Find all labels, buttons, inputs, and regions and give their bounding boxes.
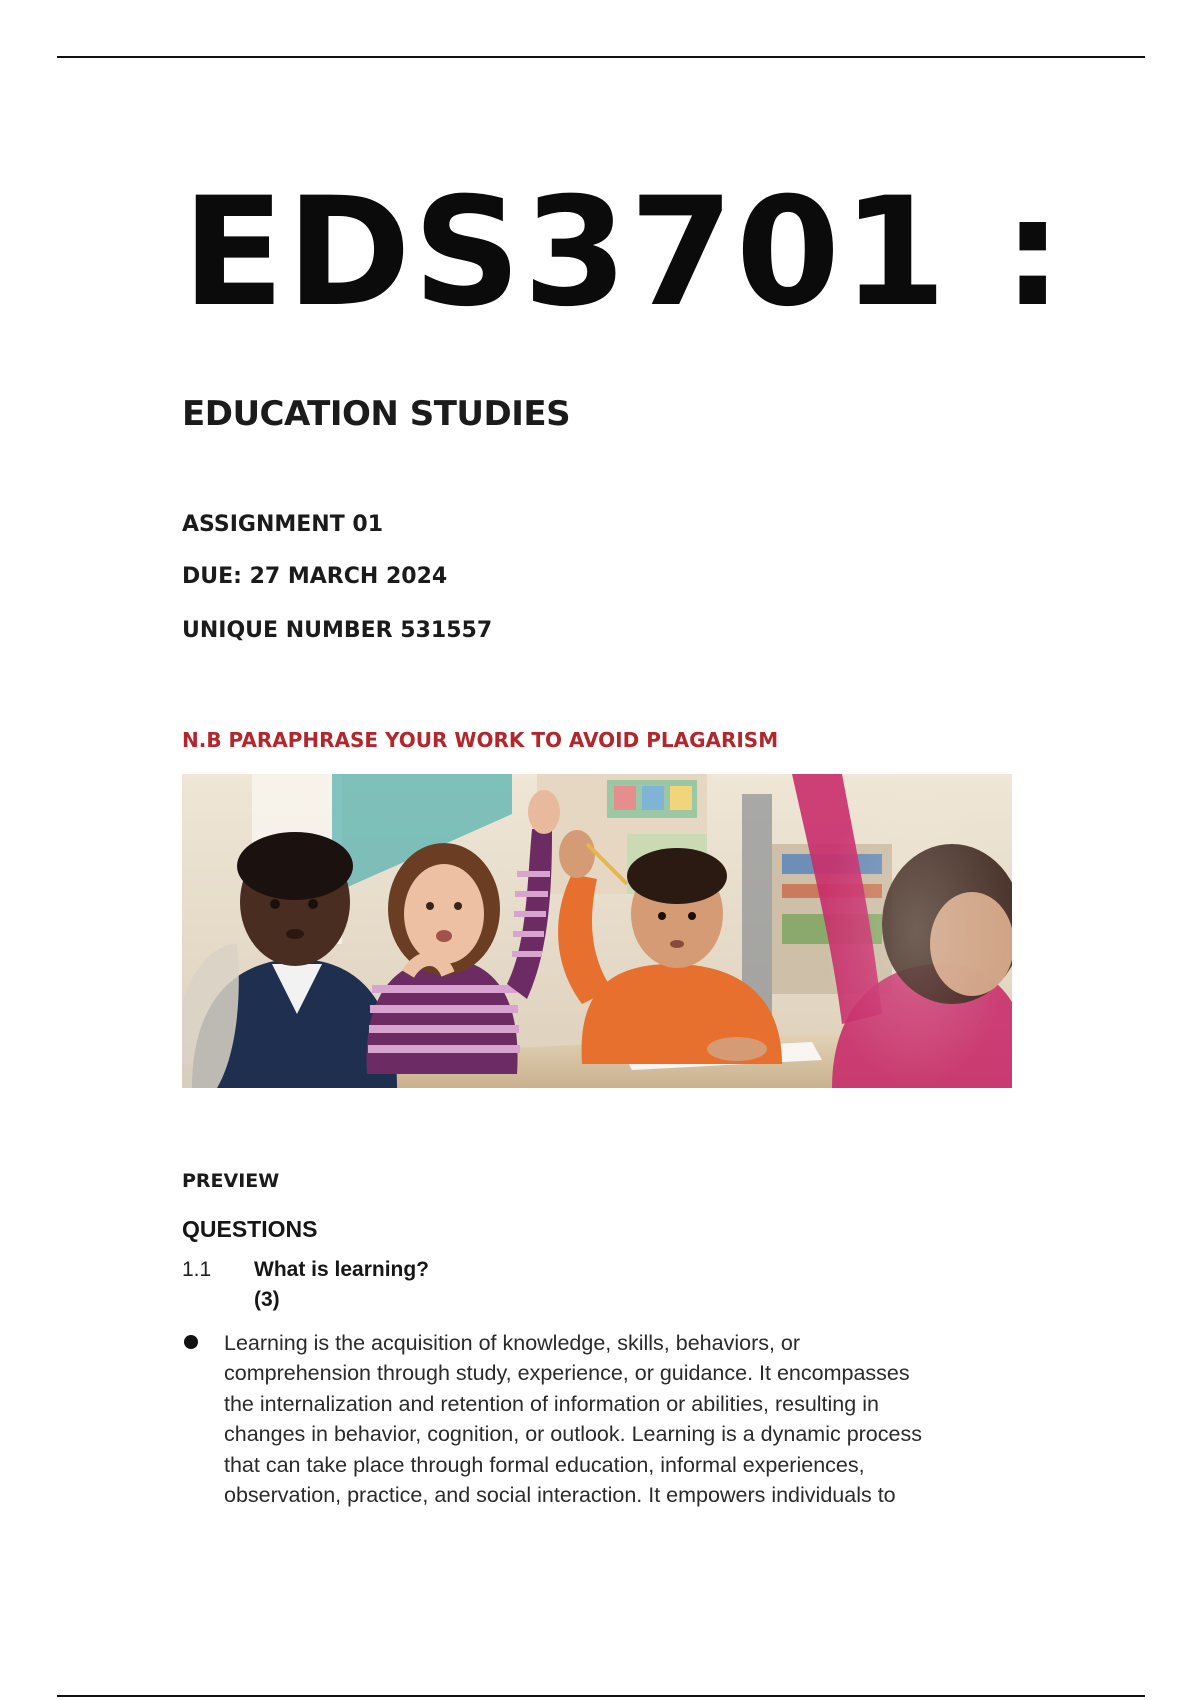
answer-text: Learning is the acquisition of knowledge, skills, behaviors, or comprehension through study, experience, or guidance. It encompasses the internalization and retention of information or abilities, resulting in changes in behavior, cognition, or outlook. Learning is a dynamic process that can take place through formal education, informal experiences, observation, practice, and social interaction. It empowers individuals to: [224, 1331, 922, 1508]
due-date: DUE: 27 MARCH 2024: [182, 564, 448, 589]
bottom-rule: [57, 1695, 1145, 1697]
question-text: What is learning?: [254, 1258, 430, 1281]
top-rule: [57, 56, 1145, 58]
question-marks: (3): [254, 1288, 280, 1311]
assignment-label: ASSIGNMENT 01: [182, 512, 383, 537]
unique-number: UNIQUE NUMBER 531557: [182, 618, 493, 643]
preview-label: PREVIEW: [182, 1170, 280, 1192]
child-blurred-right: [792, 774, 1012, 1088]
course-code: EDS3701 :: [182, 166, 1065, 340]
photo-illustration: [182, 774, 1012, 1088]
course-title: EDUCATION STUDIES: [182, 394, 571, 434]
answer-bullet-icon: [184, 1335, 198, 1349]
plagiarism-warning: N.B PARAPHRASE YOUR WORK TO AVOID PLAGARISM: [182, 728, 779, 752]
classroom-children-photo: [182, 774, 1012, 1088]
question-number: 1.1: [182, 1258, 212, 1281]
questions-heading: QUESTIONS: [182, 1216, 318, 1242]
